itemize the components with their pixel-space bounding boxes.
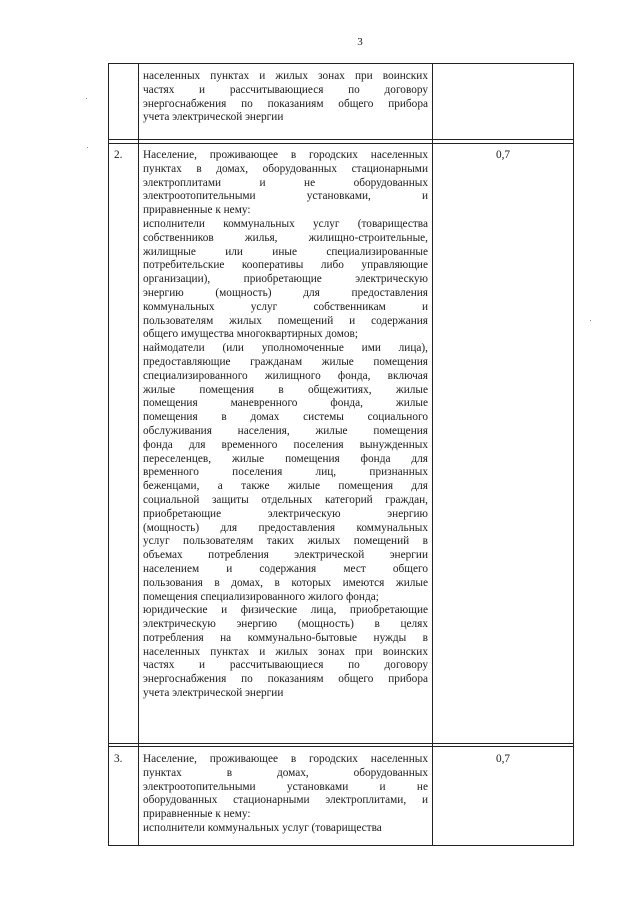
table-border-right bbox=[573, 63, 574, 846]
description-line: приравненные к нему: bbox=[143, 204, 251, 217]
description-line: временного поселения лиц, признанных bbox=[143, 466, 428, 479]
description-line: энергию (мощность) для предоставления bbox=[143, 286, 428, 299]
row-2-description bbox=[143, 149, 428, 701]
row-divider bbox=[108, 746, 574, 747]
description-line: Население, проживающее в городских населенных bbox=[143, 753, 428, 765]
description-line: объемах потребления электрической энергии bbox=[143, 549, 428, 562]
row-2-coefficient: 0,7 bbox=[495, 149, 511, 161]
description-line: приравненные к нему: bbox=[143, 808, 251, 821]
column-divider-coefficient bbox=[432, 63, 433, 846]
table-border-top bbox=[108, 63, 574, 64]
description-line: энергоснабжения по показаниям общего прибора bbox=[143, 97, 428, 110]
description-line: беженцами, а также жилые помещения для bbox=[143, 480, 428, 493]
description-line: населенных пунктах и жилых зонах при воинских bbox=[143, 70, 428, 82]
row-divider bbox=[108, 143, 574, 144]
description-line: организации), приобретающие электрическую bbox=[143, 273, 428, 286]
tariff-table bbox=[108, 63, 574, 846]
description-line: частях и рассчитывающиеся по договору bbox=[143, 659, 428, 672]
row-divider bbox=[108, 743, 574, 744]
description-line: юридические и физические лица, приобретающие bbox=[143, 604, 428, 617]
scan-speck bbox=[590, 320, 591, 321]
description-line: фонда для временного поселения вынужденных bbox=[143, 438, 428, 451]
scan-speck bbox=[86, 98, 87, 99]
description-line: Население, проживающее в городских населенных bbox=[143, 149, 428, 161]
description-line: электроотопительными установками, и bbox=[143, 190, 428, 203]
column-divider-number bbox=[138, 63, 139, 846]
table-border-bottom bbox=[108, 845, 574, 846]
description-line: помещения в домах системы социального bbox=[143, 411, 428, 424]
row-2-number: 2. bbox=[114, 149, 123, 161]
scan-speck bbox=[87, 147, 88, 148]
description-line: (мощность) для предоставления коммунальных bbox=[143, 521, 428, 534]
description-line: потребления на коммунально-бытовые нужды в bbox=[143, 631, 428, 644]
description-line: общего имущества многоквартирных домов; bbox=[143, 328, 358, 341]
description-line: помещения маневренного фонда, жилые bbox=[143, 397, 428, 410]
description-line: жилые помещения в общежитиях, жилые bbox=[143, 383, 428, 396]
description-line: электроплитами и не оборудованных bbox=[143, 176, 428, 189]
description-line: специализированного жилищного фонда, включая bbox=[143, 369, 428, 382]
description-line: предоставляющие гражданам жилые помещения bbox=[143, 355, 428, 368]
description-line: электроотопительными установками и не bbox=[143, 780, 428, 793]
description-line: учета электрической энергии bbox=[143, 111, 284, 124]
row-1-description bbox=[143, 70, 428, 125]
description-line: помещения специализированного жилого фонда; bbox=[143, 590, 379, 603]
page-number: 3 bbox=[357, 36, 363, 48]
description-line: пользователям жилых помещений и содержания bbox=[143, 314, 428, 327]
description-line: потребительские кооперативы либо управляющие bbox=[143, 259, 428, 272]
description-line: обслуживания населения, жилые помещения bbox=[143, 424, 428, 437]
row-3-description bbox=[143, 753, 428, 836]
description-line: электрическую энергию (мощность) в целях bbox=[143, 618, 428, 631]
description-line: пунктах в домах, оборудованных bbox=[143, 766, 428, 779]
description-line: учета электрической энергии bbox=[143, 687, 284, 700]
description-line: переселенцев, жилые помещения фонда для bbox=[143, 452, 428, 465]
description-line: оборудованных стационарными электроплитами, и bbox=[143, 794, 428, 807]
description-line: исполнители коммунальных услуг (товарищества bbox=[143, 217, 428, 230]
description-line: пунктах в домах, оборудованных стационарными bbox=[143, 162, 428, 175]
description-line: энергоснабжения по показаниям общего прибора bbox=[143, 673, 428, 686]
row-3-number: 3. bbox=[114, 753, 123, 765]
row-3-coefficient: 0,7 bbox=[495, 753, 511, 765]
table-border-left bbox=[108, 63, 109, 846]
description-line: исполнители коммунальных услуг (товарищества bbox=[143, 821, 382, 834]
description-line: социальной защиты отдельных категорий граждан, bbox=[143, 493, 428, 506]
description-line: приобретающие электрическую энергию bbox=[143, 507, 428, 520]
description-line: жилищные или иные специализированные bbox=[143, 245, 428, 258]
description-line: частях и рассчитывающиеся по договору bbox=[143, 83, 428, 96]
description-line: населением и содержания мест общего bbox=[143, 562, 428, 575]
description-line: собственников жилья, жилищно-строительные, bbox=[143, 231, 428, 244]
description-line: услуг пользователям таких жилых помещений в bbox=[143, 535, 428, 548]
description-line: коммунальных услуг собственникам и bbox=[143, 300, 428, 313]
description-line: наймодатели (или уполномоченные ими лица), bbox=[143, 342, 428, 355]
row-divider bbox=[108, 139, 574, 140]
description-line: населенных пунктах и жилых зонах при воинских bbox=[143, 645, 428, 658]
description-line: пользования в домах, в которых имеются жилые bbox=[143, 576, 428, 589]
